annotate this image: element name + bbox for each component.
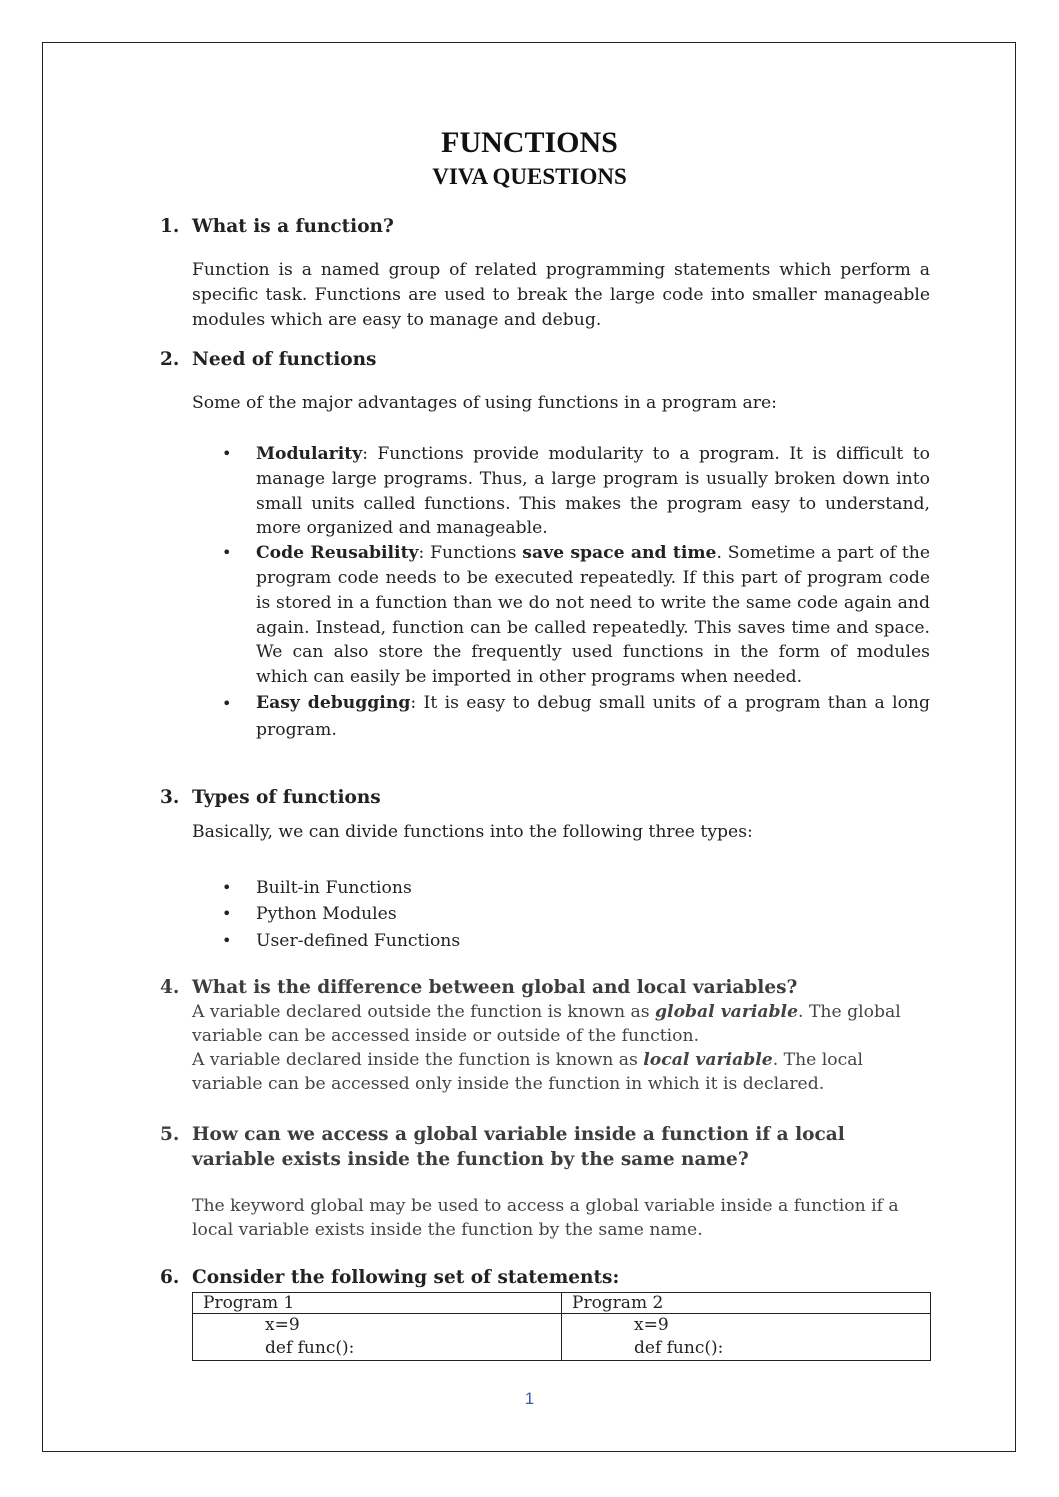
item-emphasis: save space and time (522, 543, 717, 564)
program-2-code (562, 1314, 931, 1361)
answer-text: A variable declared inside the function is known as (192, 1050, 644, 1070)
program-1-code (193, 1314, 562, 1361)
list-item (222, 690, 930, 744)
list-item: • Python Modules (222, 902, 930, 927)
question-text: Need of functions (192, 349, 377, 370)
question-number: 4. (160, 977, 180, 998)
list-item: • Built-in Functions (222, 876, 930, 901)
question-text: What is the difference between global and local variables? (192, 977, 798, 998)
program-table (192, 1292, 931, 1361)
answer-1: Function is a named group of related programming statements which perform a specific task. Functions are used to break the large code into smaller manageable modules which are easy to manage and debug. (192, 260, 930, 330)
question-text: Types of functions (192, 787, 381, 808)
answer-text: . The global variable can be accessed inside or outside of the function. (192, 1002, 901, 1046)
question-4 (160, 977, 797, 998)
question-text: How can we access a global variable inside a function if a local variable exists inside the function by the same name? (192, 1124, 845, 1170)
question-number: 1. (160, 216, 180, 237)
answer-3-intro: Basically, we can divide functions into the following three types: (192, 822, 753, 842)
answer-2-intro: Some of the major advantages of using functions in a program are: (192, 393, 777, 413)
code-line: def func(): (265, 1338, 355, 1358)
question-1 (160, 216, 394, 237)
term-easy-debugging: Easy debugging (256, 692, 411, 713)
question-2 (160, 349, 376, 370)
question-6 (160, 1267, 619, 1288)
question-number: 5. (160, 1124, 180, 1145)
list-item: • User-defined Functions (222, 929, 930, 954)
term-modularity: Modularity (256, 444, 363, 464)
table-header: Program 1 (193, 1293, 562, 1314)
question-number: 2. (160, 349, 180, 370)
item-text: : Functions provide modularity to a program. It is difficult to manage large programs. Thus, a large program is usually broken down into small units called functions. This makes the program easy to understand, more organized and manageable. (256, 444, 930, 539)
code-line: def func(): (634, 1338, 724, 1358)
answer-text: A variable declared outside the function is known as (192, 1002, 656, 1022)
term-global-variable: global variable (655, 1002, 799, 1022)
answer-text: . The local variable can be accessed only inside the function in which it is declared. (192, 1050, 864, 1094)
answer-5: The keyword global may be used to access a global variable inside a function if a local variable exists inside the function by the same name. (192, 1196, 899, 1240)
page-title: FUNCTIONS (441, 126, 618, 159)
code-line: x=9 (265, 1315, 300, 1335)
question-number: 3. (160, 787, 180, 808)
page-number: 1 (524, 1389, 535, 1408)
question-3 (160, 787, 381, 808)
table-header: Program 2 (562, 1293, 931, 1314)
item-text: : Functions (418, 543, 523, 564)
list-item (222, 541, 930, 690)
term-local-variable: local variable (643, 1050, 773, 1070)
item-text: : It is easy to debug small units of a program than a long program. (256, 692, 931, 740)
page-subtitle: VIVA QUESTIONS (432, 164, 627, 189)
code-line: x=9 (634, 1315, 669, 1335)
question-text: What is a function? (192, 216, 394, 237)
function-types-list (222, 876, 930, 955)
item-text: . Sometime a part of the program code needs to be executed repeatedly. If this part of program code is stored in a function than we do not need to write the same code again and again. Instead, function can be called repeatedly. This saves time and space. We can also store the frequently used functions in the form of modules which can easily be imported in other programs when needed. (256, 543, 930, 688)
advantages-list (222, 442, 930, 744)
question-5 (160, 1122, 900, 1172)
term-code-reusability: Code Reusability (256, 543, 419, 564)
list-item (222, 442, 930, 541)
question-text: Consider the following set of statements: (192, 1267, 620, 1288)
answer-4 (192, 1000, 930, 1096)
question-number: 6. (160, 1267, 180, 1288)
